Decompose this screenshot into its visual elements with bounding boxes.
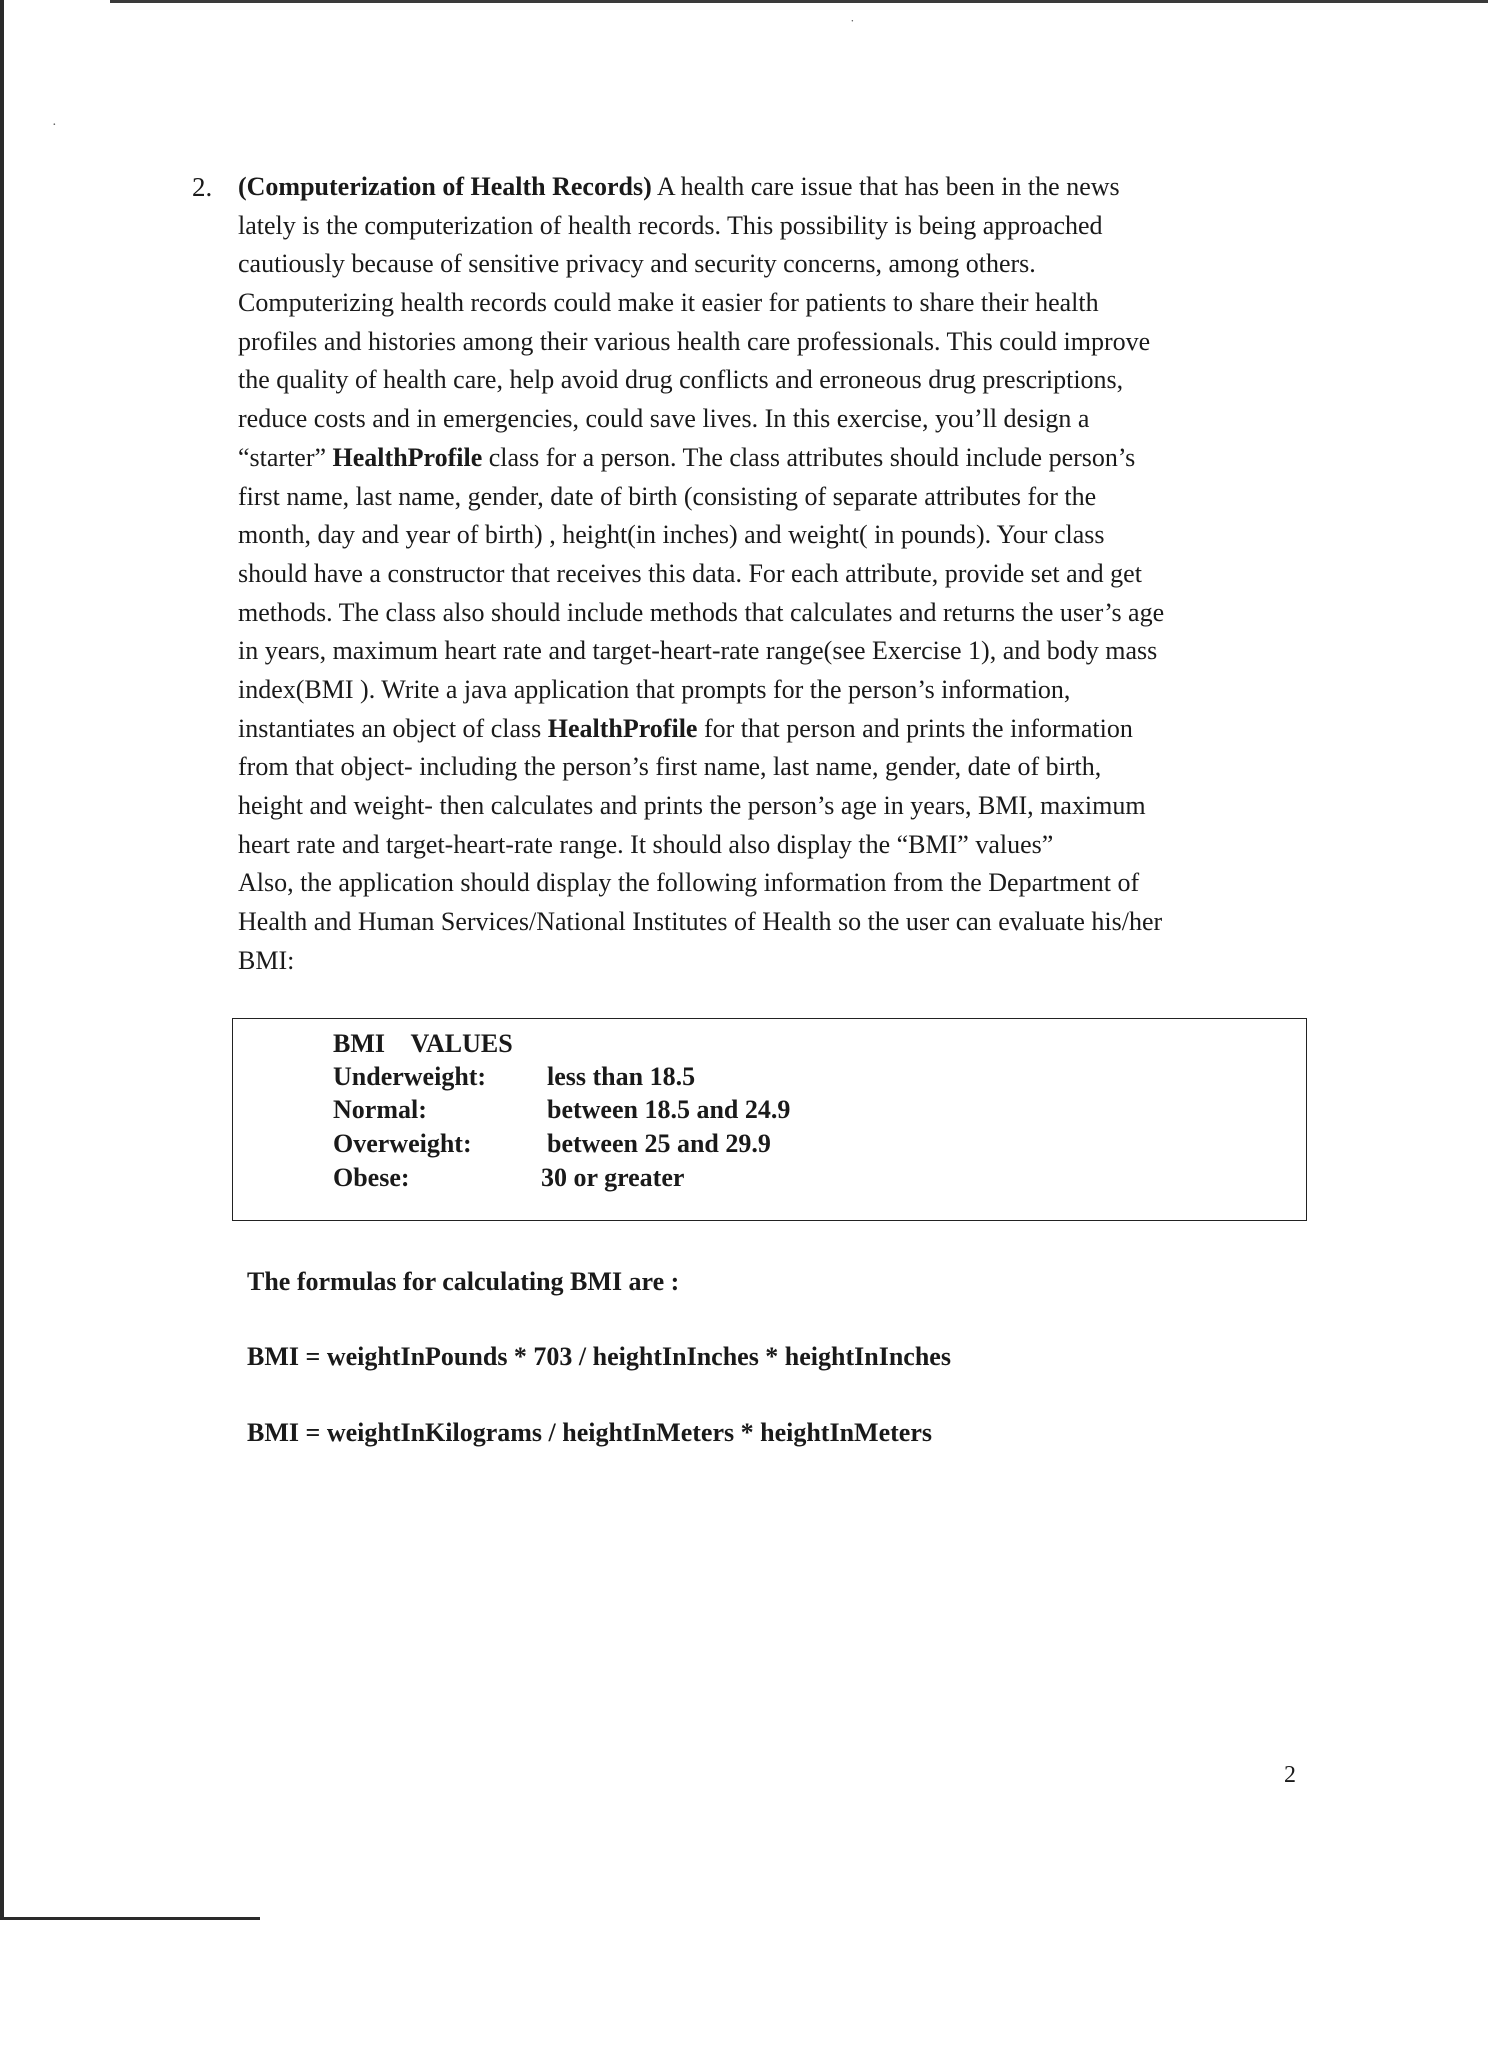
bmi-table-heading: BMI VALUES — [333, 1029, 513, 1058]
text-segment: first name, last name, gender, date of birth (consisting of separate attributes for the — [238, 481, 1097, 511]
paragraph-line — [238, 671, 1318, 710]
exercise-number: 2. — [192, 172, 213, 202]
paragraph-line — [238, 903, 1318, 942]
formulas-title: The formulas for calculating BMI are : — [247, 1267, 680, 1296]
scan-edge-bottom — [0, 1917, 260, 1920]
paragraph-line — [238, 710, 1318, 749]
formula-imperial: BMI = weightInPounds * 703 / heightInInches * heightInInches — [247, 1342, 951, 1371]
paragraph-line — [238, 478, 1318, 517]
paragraph-line — [238, 323, 1318, 362]
page-number: 2 — [1284, 1762, 1296, 1788]
text-segment: instantiates an object of class — [238, 713, 548, 743]
text-segment: lately is the computerization of health records. This possibility is being approached — [238, 210, 1103, 240]
bmi-range: between 18.5 and 24.9 — [547, 1095, 791, 1124]
text-segment: class for a person. The class attributes should include person’s — [482, 442, 1136, 472]
bmi-category: Underweight: — [333, 1062, 487, 1091]
text-segment: the quality of health care, help avoid drug conflicts and erroneous drug prescriptions, — [238, 365, 1124, 395]
exercise-text — [238, 168, 1318, 980]
formula-metric: BMI = weightInKilograms / heightInMeters * heightInMeters — [247, 1418, 932, 1447]
text-segment: from that object- including the person’s first name, last name, gender, date of birth, — [238, 752, 1102, 782]
text-segment: “starter” — [238, 442, 333, 472]
bold-text: HealthProfile — [332, 442, 483, 472]
paragraph-line — [238, 748, 1318, 787]
bmi-range: 30 or greater — [541, 1163, 685, 1192]
text-segment: in years, maximum heart rate and target-heart-rate range(see Exercise 1), and body mass — [238, 636, 1158, 666]
paragraph-line — [238, 632, 1318, 671]
paragraph-line — [238, 864, 1318, 903]
text-segment: profiles and histories among their various health care professionals. This could improve — [238, 326, 1151, 356]
paragraph-line — [238, 400, 1318, 439]
text-segment: cautiously because of sensitive privacy and security concerns, among others. — [238, 249, 1036, 279]
paragraph-line — [238, 245, 1318, 284]
paragraph-line — [238, 207, 1318, 246]
paragraph-line — [238, 168, 1318, 207]
bmi-values-table — [232, 1018, 1307, 1221]
text-segment: Also, the application should display the following information from the Department of — [238, 868, 1140, 898]
text-segment: Health and Human Services/National Institutes of Health so the user can evaluate his/her — [238, 907, 1163, 937]
paragraph-line — [238, 787, 1318, 826]
paragraph-line — [238, 942, 1318, 981]
paragraph-line — [238, 594, 1318, 633]
text-segment: reduce costs and in emergencies, could save lives. In this exercise, you’ll design a — [238, 404, 1090, 434]
text-segment: heart rate and target-heart-rate range. It should also display the “BMI” values” — [238, 829, 1054, 859]
bmi-category: Normal: — [333, 1095, 427, 1124]
paragraph-line — [238, 516, 1318, 555]
bmi-range: less than 18.5 — [547, 1062, 696, 1091]
paragraph-line — [238, 361, 1318, 400]
bmi-range: between 25 and 29.9 — [547, 1129, 771, 1158]
text-segment: for that person and prints the information — [697, 713, 1133, 743]
text-segment: month, day and year of birth) , height(in inches) and weight( in pounds). Your class — [238, 520, 1105, 550]
bold-text: (Computerization of Health Records) — [238, 172, 652, 201]
scan-edge-top — [110, 0, 1488, 3]
scan-speck: · — [52, 118, 57, 133]
scan-speck: ˙ — [850, 18, 855, 33]
paragraph-line — [238, 555, 1318, 594]
text-segment: index(BMI ). Write a java application that prompts for the person’s information, — [238, 674, 1071, 704]
text-segment: BMI: — [238, 945, 295, 975]
paragraph-line — [238, 284, 1318, 323]
paragraph-line — [238, 439, 1318, 478]
text-segment: A health care issue that has been in the news — [651, 172, 1120, 201]
bmi-category: Overweight: — [333, 1129, 472, 1158]
text-segment: should have a constructor that receives this data. For each attribute, provide set and get — [238, 558, 1142, 588]
text-segment: height and weight- then calculates and prints the person’s age in years, BMI, maximum — [238, 791, 1146, 820]
text-segment: Computerizing health records could make it easier for patients to share their health — [238, 288, 1099, 318]
text-segment: methods. The class also should include methods that calculates and returns the user’s age — [238, 597, 1165, 627]
paragraph-line — [238, 826, 1318, 865]
bmi-category: Obese: — [333, 1163, 410, 1192]
bold-text: HealthProfile — [547, 713, 698, 743]
scan-edge-left — [0, 0, 4, 1920]
